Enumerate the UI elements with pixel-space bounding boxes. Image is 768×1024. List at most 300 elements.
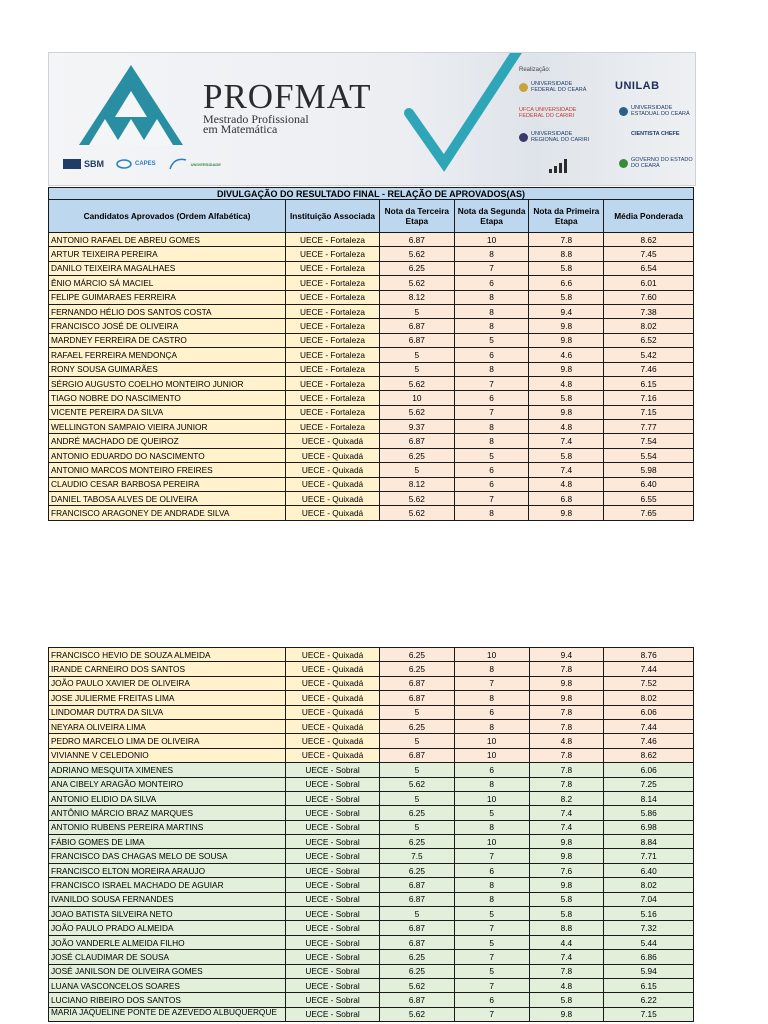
candidate-name: LINDOMAR DUTRA DA SILVA xyxy=(49,705,286,719)
weighted-average: 6.01 xyxy=(604,276,694,290)
results-table-page2 xyxy=(48,647,694,1022)
second-stage-score: 6 xyxy=(454,993,529,1007)
first-stage-score: 7.8 xyxy=(529,763,604,777)
second-stage-score: 7 xyxy=(454,376,529,390)
table-row xyxy=(49,463,694,477)
weighted-average: 7.38 xyxy=(604,304,694,318)
table-row xyxy=(49,405,694,419)
institution: UECE - Fortaleza xyxy=(286,420,380,434)
candidate-name: CLAUDIO CESAR BARBOSA PEREIRA xyxy=(49,477,286,491)
third-stage-score: 6.25 xyxy=(380,648,455,662)
candidate-name: RONY SOUSA GUIMARÃES xyxy=(49,362,286,376)
institution: UECE - Quixadá xyxy=(286,691,380,705)
institution: UECE - Quixadá xyxy=(286,662,380,676)
third-stage-score: 6.25 xyxy=(380,964,455,978)
table-row xyxy=(49,950,694,964)
table-row xyxy=(49,734,694,748)
third-stage-score: 5.62 xyxy=(380,777,455,791)
table-row xyxy=(49,276,694,290)
institution: UECE - Sobral xyxy=(286,849,380,863)
second-stage-score: 10 xyxy=(454,791,529,805)
institution: UECE - Fortaleza xyxy=(286,319,380,333)
first-stage-score: 9.8 xyxy=(529,878,604,892)
candidate-name: ANTONIO EDUARDO DO NASCIMENTO xyxy=(49,448,286,462)
institution: UECE - Quixadá xyxy=(286,648,380,662)
weighted-average: 7.32 xyxy=(604,921,694,935)
institution: UECE - Fortaleza xyxy=(286,233,380,247)
third-stage-score: 7.5 xyxy=(380,849,455,863)
candidate-name: FRANCISCO ARAGONEY DE ANDRADE SILVA xyxy=(49,506,286,520)
third-stage-score: 5 xyxy=(380,791,455,805)
institution: UECE - Sobral xyxy=(286,993,380,1007)
third-stage-score: 5 xyxy=(380,820,455,834)
first-stage-score: 8.8 xyxy=(529,921,604,935)
candidate-name: MARDNEY FERREIRA DE CASTRO xyxy=(49,333,286,347)
candidate-name: TIAGO NOBRE DO NASCIMENTO xyxy=(49,391,286,405)
candidate-name: JOSÉ JANILSON DE OLIVEIRA GOMES xyxy=(49,964,286,978)
institution: UECE - Quixadá xyxy=(286,719,380,733)
third-stage-score: 6.87 xyxy=(380,993,455,1007)
second-stage-score: 8 xyxy=(454,319,529,333)
first-stage-score: 7.8 xyxy=(529,719,604,733)
candidate-name: PEDRO MARCELO LIMA DE OLIVEIRA xyxy=(49,734,286,748)
third-stage-score: 6.87 xyxy=(380,691,455,705)
weighted-average: 5.42 xyxy=(604,348,694,362)
second-stage-score: 7 xyxy=(454,1007,529,1021)
weighted-average: 5.98 xyxy=(604,463,694,477)
sbm-logo: SBM xyxy=(63,159,104,169)
institution: UECE - Quixadá xyxy=(286,705,380,719)
second-stage-score: 8 xyxy=(454,777,529,791)
weighted-average: 8.02 xyxy=(604,691,694,705)
second-stage-score: 6 xyxy=(454,348,529,362)
institution: UECE - Quixadá xyxy=(286,463,380,477)
candidate-name: MARIA JAQUELINE PONTE DE AZEVEDO ALBUQUERQUE xyxy=(49,1007,286,1021)
candidate-name: FRANCISCO JOSÉ DE OLIVEIRA xyxy=(49,319,286,333)
table-row xyxy=(49,304,694,318)
institution: UECE - Quixadá xyxy=(286,448,380,462)
table-row xyxy=(49,376,694,390)
first-stage-score: 7.4 xyxy=(529,806,604,820)
institution: UECE - Sobral xyxy=(286,835,380,849)
institution: UECE - Sobral xyxy=(286,907,380,921)
first-stage-score: 9.8 xyxy=(529,405,604,419)
table-row xyxy=(49,763,694,777)
first-stage-score: 6.8 xyxy=(529,492,604,506)
third-stage-score: 5 xyxy=(380,763,455,777)
first-stage-score: 9.8 xyxy=(529,319,604,333)
second-stage-score: 8 xyxy=(454,662,529,676)
weighted-average: 6.40 xyxy=(604,477,694,491)
profmat-triangle-logo xyxy=(75,61,187,147)
weighted-average: 5.86 xyxy=(604,806,694,820)
table-row xyxy=(49,964,694,978)
candidate-name: ADRIANO MESQUITA XIMENES xyxy=(49,763,286,777)
weighted-average: 7.25 xyxy=(604,777,694,791)
first-stage-score: 9.8 xyxy=(529,691,604,705)
candidate-name: IVANILDO SOUSA FERNANDES xyxy=(49,892,286,906)
institution: UECE - Quixadá xyxy=(286,492,380,506)
brand-subtitle-line2: em Matemática xyxy=(203,122,278,136)
candidate-name: ÊNIO MÁRCIO SÁ MACIEL xyxy=(49,276,286,290)
weighted-average: 8.76 xyxy=(604,648,694,662)
second-stage-score: 8 xyxy=(454,247,529,261)
institution: UECE - Sobral xyxy=(286,806,380,820)
institution: UECE - Fortaleza xyxy=(286,348,380,362)
weighted-average: 6.40 xyxy=(604,863,694,877)
table-row xyxy=(49,777,694,791)
third-stage-score: 6.87 xyxy=(379,319,454,333)
second-stage-score: 7 xyxy=(454,676,529,690)
institution: UECE - Sobral xyxy=(286,978,380,992)
third-stage-score: 6.25 xyxy=(380,806,455,820)
candidate-name: JOÃO VANDERLE ALMEIDA FILHO xyxy=(49,935,286,949)
table-row xyxy=(49,806,694,820)
weighted-average: 8.84 xyxy=(604,835,694,849)
weighted-average: 6.86 xyxy=(604,950,694,964)
second-stage-score: 7 xyxy=(454,261,529,275)
header-first-stage: Nota da Primeira Etapa xyxy=(529,200,604,233)
first-stage-score: 7.4 xyxy=(529,950,604,964)
first-stage-score: 5.8 xyxy=(529,892,604,906)
sponsor-cientista-chefe: CIENTISTA CHEFE xyxy=(631,131,680,137)
second-stage-score: 6 xyxy=(454,705,529,719)
first-stage-score: 4.8 xyxy=(529,978,604,992)
table-row xyxy=(49,391,694,405)
table-row xyxy=(49,648,694,662)
institution: UECE - Sobral xyxy=(286,1007,380,1021)
institution: UECE - Fortaleza xyxy=(286,391,380,405)
third-stage-score: 5 xyxy=(379,304,454,318)
third-stage-score: 6.25 xyxy=(380,863,455,877)
table-row xyxy=(49,676,694,690)
weighted-average: 7.15 xyxy=(604,405,694,419)
second-stage-score: 8 xyxy=(454,719,529,733)
third-stage-score: 8.12 xyxy=(379,477,454,491)
institution: UECE - Fortaleza xyxy=(286,276,380,290)
third-stage-score: 5 xyxy=(379,463,454,477)
institution: UECE - Quixadá xyxy=(286,434,380,448)
first-stage-score: 5.8 xyxy=(529,993,604,1007)
weighted-average: 7.15 xyxy=(604,1007,694,1021)
weighted-average: 5.16 xyxy=(604,907,694,921)
table-row xyxy=(49,261,694,275)
sponsor-unilab: UNILAB xyxy=(615,80,660,92)
weighted-average: 6.54 xyxy=(604,261,694,275)
third-stage-score: 6.87 xyxy=(379,333,454,347)
weighted-average: 7.04 xyxy=(604,892,694,906)
brand-subtitle-line1: Mestrado Profissional xyxy=(203,112,309,126)
first-stage-score: 7.4 xyxy=(529,434,604,448)
second-stage-score: 8 xyxy=(454,691,529,705)
weighted-average: 7.44 xyxy=(604,719,694,733)
second-stage-score: 10 xyxy=(454,748,529,762)
third-stage-score: 5.62 xyxy=(380,978,455,992)
institution: UECE - Sobral xyxy=(286,863,380,877)
candidate-name: JOÃO PAULO XAVIER DE OLIVEIRA xyxy=(49,676,286,690)
second-stage-score: 7 xyxy=(454,849,529,863)
third-stage-score: 6.25 xyxy=(380,835,455,849)
weighted-average: 7.65 xyxy=(604,506,694,520)
weighted-average: 7.45 xyxy=(604,247,694,261)
table-row xyxy=(49,892,694,906)
first-stage-score: 9.8 xyxy=(529,676,604,690)
first-stage-score: 4.8 xyxy=(529,420,604,434)
institution: UECE - Fortaleza xyxy=(286,405,380,419)
institution: UECE - Sobral xyxy=(286,878,380,892)
weighted-average: 5.44 xyxy=(604,935,694,949)
table-row xyxy=(49,448,694,462)
universidade-logo: UNIVERSIDADE xyxy=(168,157,221,171)
brand-subtitle xyxy=(203,114,309,134)
candidate-name: JOAO BATISTA SILVEIRA NETO xyxy=(49,907,286,921)
candidate-name: FELIPE GUIMARAES FERREIRA xyxy=(49,290,286,304)
weighted-average: 6.06 xyxy=(604,705,694,719)
weighted-average: 6.98 xyxy=(604,820,694,834)
table-row xyxy=(49,719,694,733)
candidate-name: ANTONIO MARCOS MONTEIRO FREIRES xyxy=(49,463,286,477)
results-table-page1 xyxy=(48,187,694,521)
third-stage-score: 6.25 xyxy=(379,448,454,462)
third-stage-score: 6.87 xyxy=(380,676,455,690)
institution: UECE - Sobral xyxy=(286,820,380,834)
second-stage-score: 8 xyxy=(454,434,529,448)
institution: UECE - Sobral xyxy=(286,791,380,805)
candidate-name: ANTONIO RAFAEL DE ABREU GOMES xyxy=(49,233,286,247)
table-row xyxy=(49,1007,694,1021)
table-row xyxy=(49,477,694,491)
institution: UECE - Fortaleza xyxy=(286,290,380,304)
third-stage-score: 5.62 xyxy=(379,376,454,390)
candidate-name: ANTONIO ELIDIO DA SILVA xyxy=(49,791,286,805)
second-stage-score: 10 xyxy=(454,648,529,662)
first-stage-score: 4.8 xyxy=(529,477,604,491)
table-row xyxy=(49,506,694,520)
third-stage-score: 8.12 xyxy=(379,290,454,304)
first-stage-score: 5.8 xyxy=(529,261,604,275)
first-stage-score: 9.8 xyxy=(529,849,604,863)
institution: UECE - Quixadá xyxy=(286,748,380,762)
third-stage-score: 6.87 xyxy=(380,935,455,949)
table-title: DIVULGAÇÃO DO RESULTADO FINAL - RELAÇÃO DE APROVADOS(AS) xyxy=(49,188,694,200)
first-stage-score: 5.8 xyxy=(529,290,604,304)
table-row xyxy=(49,921,694,935)
header-weighted-average: Média Ponderada xyxy=(604,200,694,233)
candidate-name: LUCIANO RIBEIRO DOS SANTOS xyxy=(49,993,286,1007)
institution: UECE - Fortaleza xyxy=(286,247,380,261)
second-stage-score: 6 xyxy=(454,276,529,290)
second-stage-score: 5 xyxy=(454,333,529,347)
third-stage-score: 6.87 xyxy=(379,434,454,448)
sponsor-signal-icon xyxy=(549,159,569,173)
third-stage-score: 6.25 xyxy=(380,662,455,676)
first-stage-score: 7.8 xyxy=(529,748,604,762)
candidate-name: FRANCISCO DAS CHAGAS MELO DE SOUSA xyxy=(49,849,286,863)
institution: UECE - Fortaleza xyxy=(286,333,380,347)
brand-title: PROFMAT xyxy=(203,77,372,116)
third-stage-score: 5 xyxy=(380,907,455,921)
table-row xyxy=(49,362,694,376)
second-stage-score: 5 xyxy=(454,935,529,949)
weighted-average: 6.15 xyxy=(604,376,694,390)
first-stage-score: 7.6 xyxy=(529,863,604,877)
third-stage-score: 6.25 xyxy=(380,950,455,964)
first-stage-score: 9.8 xyxy=(529,835,604,849)
second-stage-score: 6 xyxy=(454,763,529,777)
weighted-average: 8.02 xyxy=(604,878,694,892)
header-candidates: Candidatos Aprovados (Ordem Alfabética) xyxy=(49,200,286,233)
first-stage-score: 9.4 xyxy=(529,304,604,318)
second-stage-score: 10 xyxy=(454,233,529,247)
second-stage-score: 6 xyxy=(454,391,529,405)
profmat-banner xyxy=(48,52,696,186)
sponsor-governo-ceara: GOVERNO DO ESTADO DO CEARÁ xyxy=(619,157,693,169)
first-stage-score: 5.8 xyxy=(529,448,604,462)
institution: UECE - Fortaleza xyxy=(286,261,380,275)
second-stage-score: 10 xyxy=(454,734,529,748)
table-row xyxy=(49,319,694,333)
table-row xyxy=(49,878,694,892)
weighted-average: 8.62 xyxy=(604,233,694,247)
third-stage-score: 5 xyxy=(379,362,454,376)
table-row xyxy=(49,907,694,921)
partner-logos-left xyxy=(63,157,221,171)
third-stage-score: 5 xyxy=(379,348,454,362)
first-stage-score: 7.8 xyxy=(529,777,604,791)
third-stage-score: 6.87 xyxy=(380,748,455,762)
second-stage-score: 7 xyxy=(454,978,529,992)
candidate-name: SÉRGIO AUGUSTO COELHO MONTEIRO JUNIOR xyxy=(49,376,286,390)
weighted-average: 7.71 xyxy=(604,849,694,863)
institution: UECE - Quixadá xyxy=(286,734,380,748)
check-mark-graphic xyxy=(399,52,539,186)
second-stage-score: 7 xyxy=(454,492,529,506)
weighted-average: 6.15 xyxy=(604,978,694,992)
third-stage-score: 9.37 xyxy=(379,420,454,434)
candidate-name: NEYARA OLIVEIRA LIMA xyxy=(49,719,286,733)
first-stage-score: 7.8 xyxy=(529,662,604,676)
second-stage-score: 8 xyxy=(454,290,529,304)
institution: UECE - Sobral xyxy=(286,950,380,964)
candidate-name: WELLINGTON SAMPAIO VIEIRA JUNIOR xyxy=(49,420,286,434)
third-stage-score: 5 xyxy=(380,705,455,719)
table-row xyxy=(49,492,694,506)
second-stage-score: 5 xyxy=(454,907,529,921)
candidate-name: ANDRÉ MACHADO DE QUEIROZ xyxy=(49,434,286,448)
first-stage-score: 4.6 xyxy=(529,348,604,362)
table-row xyxy=(49,791,694,805)
candidate-name: IRANDE CARNEIRO DOS SANTOS xyxy=(49,662,286,676)
second-stage-score: 6 xyxy=(454,463,529,477)
capes-logo: CAPES xyxy=(116,158,156,170)
first-stage-score: 9.8 xyxy=(529,362,604,376)
first-stage-score: 8.2 xyxy=(529,791,604,805)
candidate-name: ANTÔNIO MÁRCIO BRAZ MARQUES xyxy=(49,806,286,820)
third-stage-score: 10 xyxy=(379,391,454,405)
weighted-average: 6.52 xyxy=(604,333,694,347)
table-row xyxy=(49,434,694,448)
candidate-name: FRANCISCO ELTON MOREIRA ARAUJO xyxy=(49,863,286,877)
institution: UECE - Sobral xyxy=(286,964,380,978)
candidate-name: DANIEL TABOSA ALVES DE OLIVEIRA xyxy=(49,492,286,506)
second-stage-score: 8 xyxy=(454,420,529,434)
weighted-average: 7.44 xyxy=(604,662,694,676)
weighted-average: 8.02 xyxy=(604,319,694,333)
weighted-average: 7.46 xyxy=(604,734,694,748)
second-stage-score: 8 xyxy=(454,362,529,376)
third-stage-score: 6.25 xyxy=(380,719,455,733)
third-stage-score: 6.87 xyxy=(380,892,455,906)
candidate-name: JOÃO PAULO PRADO ALMEIDA xyxy=(49,921,286,935)
candidate-name: FRANCISCO HEVIO DE SOUZA ALMEIDA xyxy=(49,648,286,662)
third-stage-score: 5.62 xyxy=(379,405,454,419)
first-stage-score: 6.6 xyxy=(529,276,604,290)
candidate-name: ARTUR TEIXEIRA PEREIRA xyxy=(49,247,286,261)
second-stage-score: 6 xyxy=(454,477,529,491)
weighted-average: 7.16 xyxy=(604,391,694,405)
second-stage-score: 8 xyxy=(454,878,529,892)
candidate-name: ANA CIBELY ARAGÃO MONTEIRO xyxy=(49,777,286,791)
table-row xyxy=(49,935,694,949)
third-stage-score: 6.25 xyxy=(379,261,454,275)
table-row xyxy=(49,820,694,834)
table-row xyxy=(49,290,694,304)
realizacao-label: Realização: xyxy=(519,67,551,73)
first-stage-score: 8.8 xyxy=(529,247,604,261)
weighted-average: 7.46 xyxy=(604,362,694,376)
third-stage-score: 6.87 xyxy=(380,878,455,892)
candidate-name: LUANA VASCONCELOS SOARES xyxy=(49,978,286,992)
candidate-name: FÁBIO GOMES DE LIMA xyxy=(49,835,286,849)
weighted-average: 5.54 xyxy=(604,448,694,462)
institution: UECE - Sobral xyxy=(286,892,380,906)
sponsor-ufca: UFCA UNIVERSIDADE FEDERAL DO CARIRI xyxy=(519,107,577,119)
weighted-average: 8.62 xyxy=(604,748,694,762)
sponsor-panel xyxy=(519,65,695,183)
candidate-name: RAFAEL FERREIRA MENDONÇA xyxy=(49,348,286,362)
first-stage-score: 9.4 xyxy=(529,648,604,662)
third-stage-score: 6.87 xyxy=(380,921,455,935)
first-stage-score: 9.8 xyxy=(529,1007,604,1021)
candidate-name: VIVIANNE V CELEDONIO xyxy=(49,748,286,762)
table-row xyxy=(49,748,694,762)
candidate-name: DANILO TEIXEIRA MAGALHAES xyxy=(49,261,286,275)
sponsor-uece: UNIVERSIDADE ESTADUAL DO CEARÁ xyxy=(619,105,691,117)
second-stage-score: 8 xyxy=(454,506,529,520)
second-stage-score: 7 xyxy=(454,405,529,419)
second-stage-score: 8 xyxy=(454,820,529,834)
institution: UECE - Fortaleza xyxy=(286,304,380,318)
table-body-page2 xyxy=(49,648,694,1022)
first-stage-score: 5.8 xyxy=(529,391,604,405)
table-row xyxy=(49,420,694,434)
third-stage-score: 5.62 xyxy=(379,247,454,261)
first-stage-score: 7.4 xyxy=(529,463,604,477)
first-stage-score: 9.8 xyxy=(529,333,604,347)
table-row xyxy=(49,705,694,719)
table-row xyxy=(49,662,694,676)
third-stage-score: 6.87 xyxy=(379,233,454,247)
third-stage-score: 5.62 xyxy=(379,506,454,520)
table-row xyxy=(49,978,694,992)
sponsor-urca: UNIVERSIDADE REGIONAL DO CARIRI xyxy=(519,131,591,143)
first-stage-score: 9.8 xyxy=(529,506,604,520)
first-stage-score: 4.4 xyxy=(529,935,604,949)
table-row xyxy=(49,691,694,705)
institution: UECE - Fortaleza xyxy=(286,376,380,390)
second-stage-score: 5 xyxy=(454,806,529,820)
candidate-name: JOSE JULIERME FREITAS LIMA xyxy=(49,691,286,705)
